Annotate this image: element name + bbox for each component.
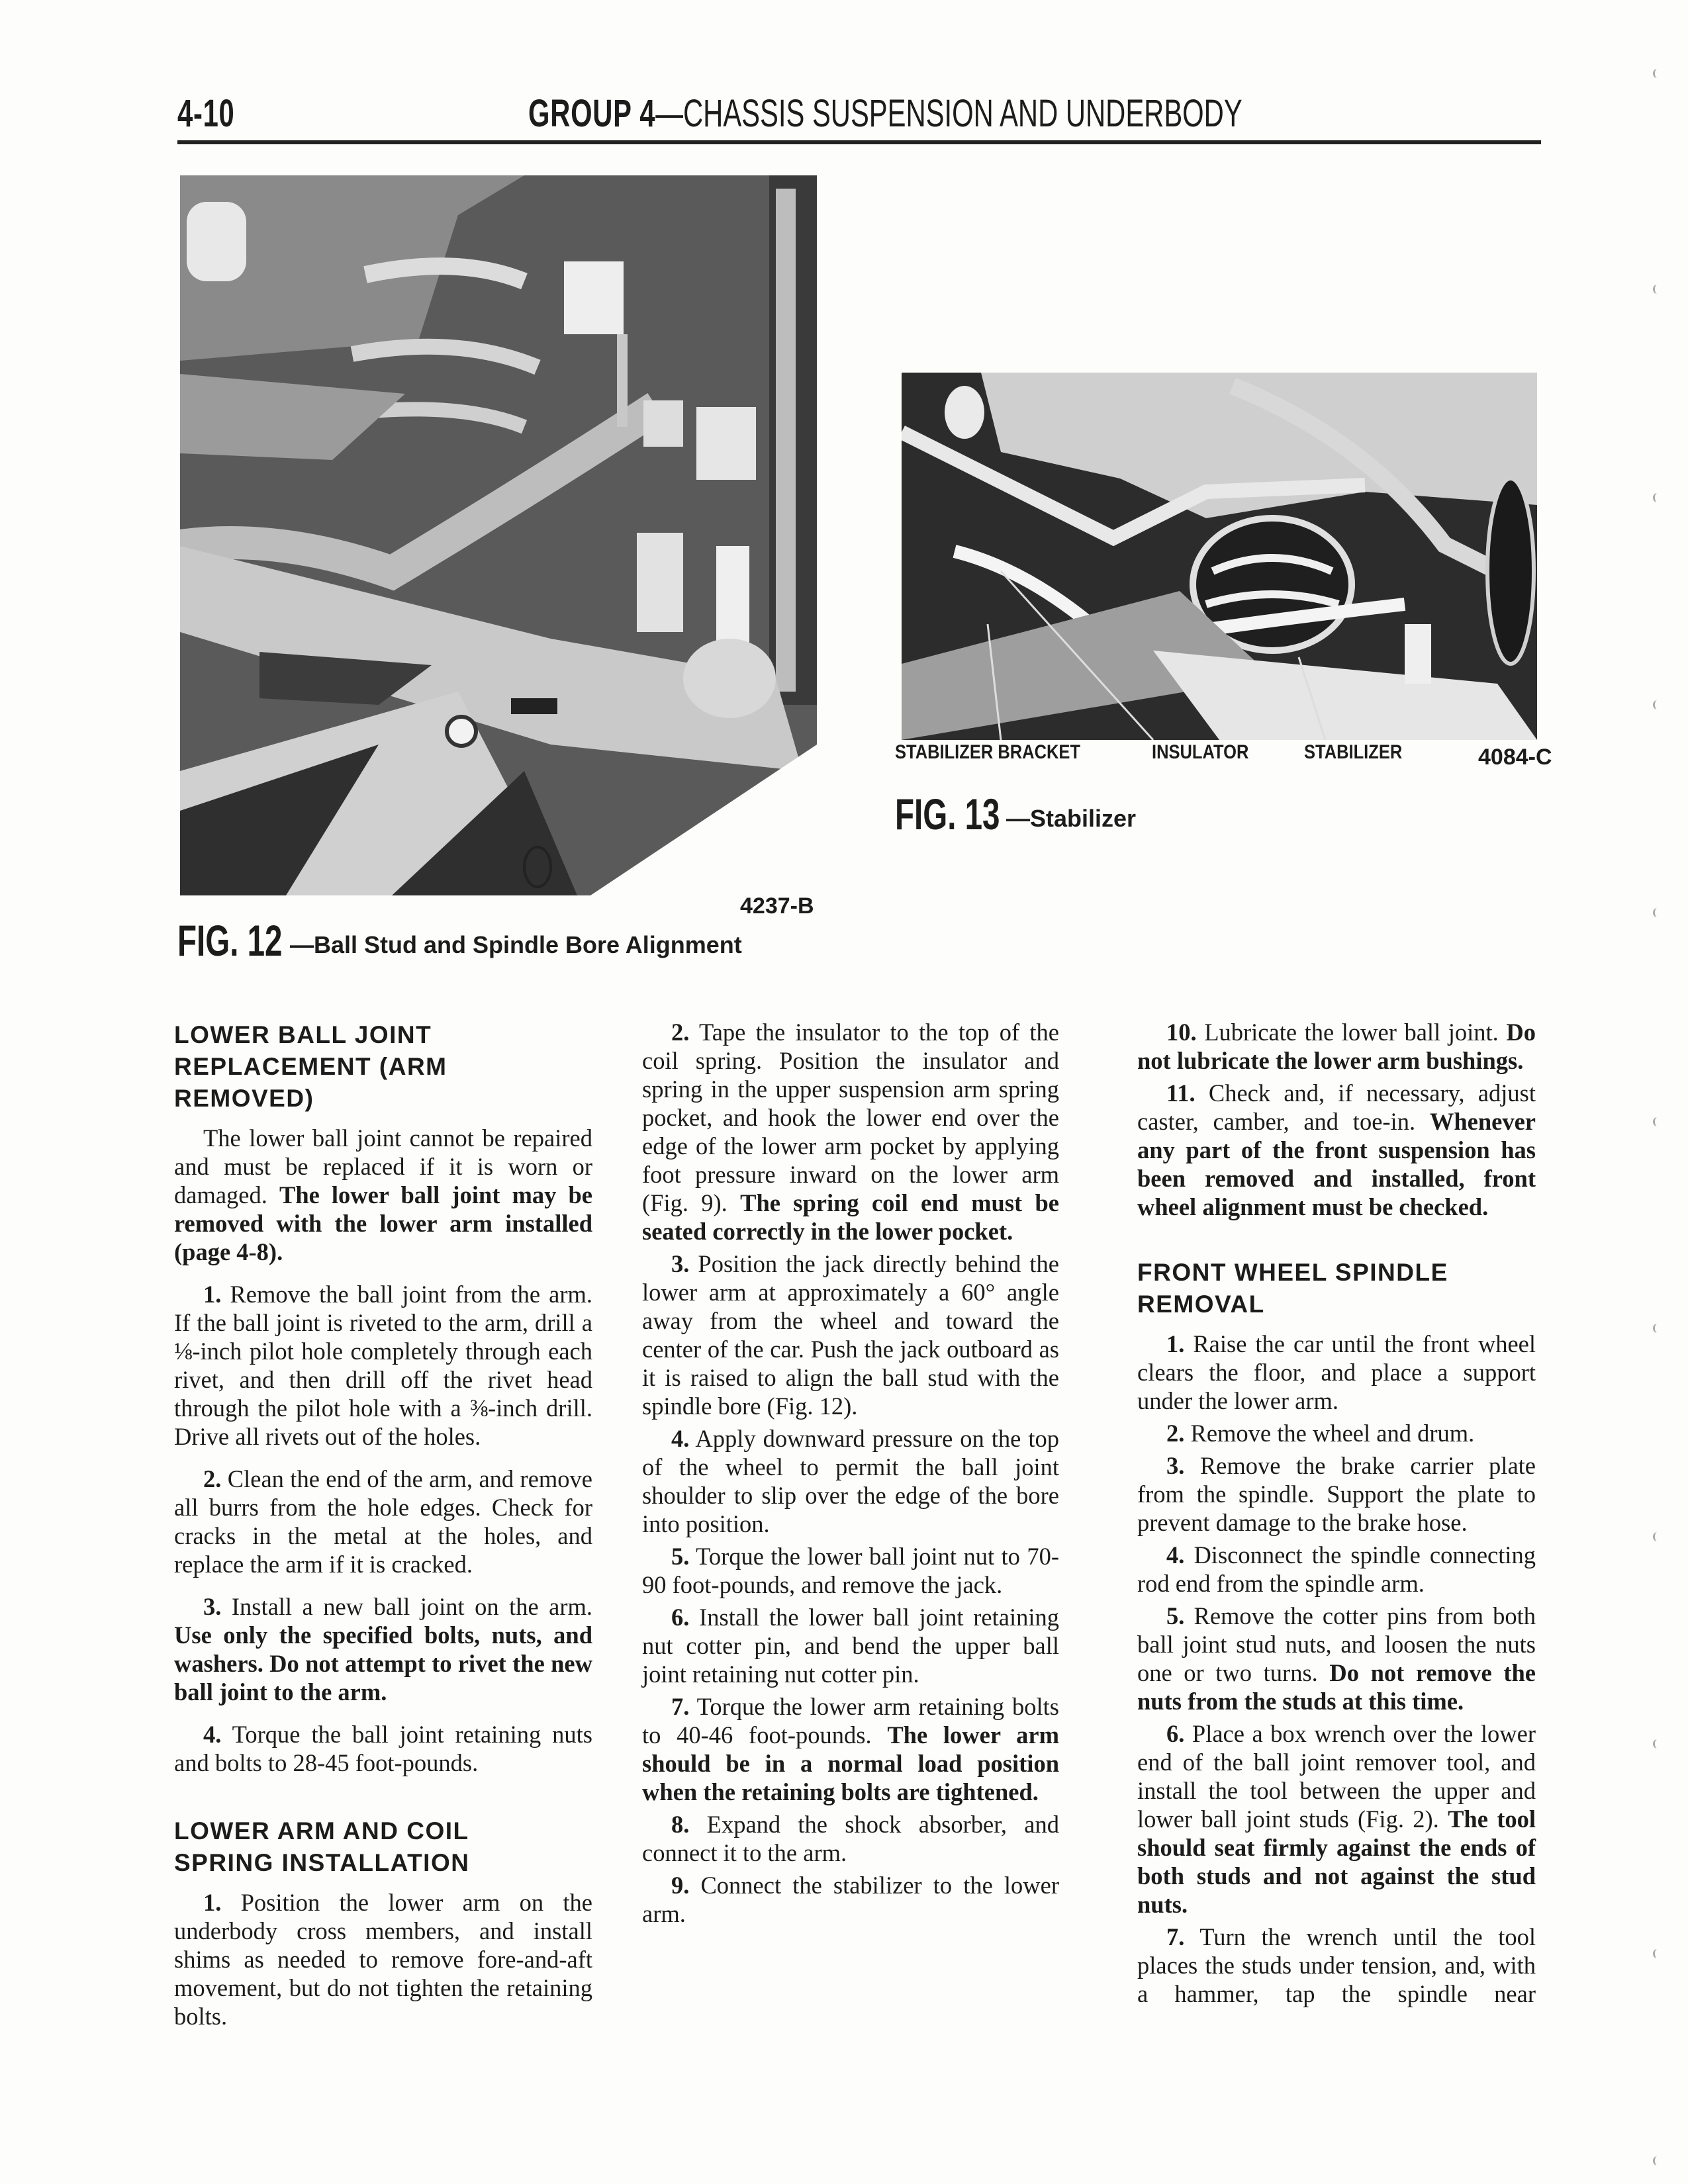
step-text: Install a new ball joint on the arm. (221, 1593, 592, 1620)
step-number: 1. (203, 1889, 222, 1916)
step-number: 4. (203, 1721, 222, 1748)
step-text: Tape the insulator to the top of the coil spring. Position the insulator and spring in the upper suspension arm spring pocket, and hook the lower end over the edge of the lower arm pocket by applying foot pressure inward on the lower arm (Fig. 9). (642, 1019, 1059, 1216)
step-paragraph (174, 1720, 592, 1777)
step-text: Lubricate the lower ball joint. (1196, 1019, 1507, 1046)
step-number: 9. (671, 1872, 690, 1899)
step-text: Remove the ball joint from the arm. If the ball joint is riveted to the arm, drill a ⅛-inch pilot hole completely through each rivet, and then drill off the rivet head through the pilot hole with a ⅜-inch drill. Drive all rivets out of the holes. (174, 1281, 592, 1450)
stabilizer-illustration (902, 373, 1537, 740)
step-paragraph (1137, 1330, 1536, 1415)
binder-mark (1653, 1739, 1662, 1749)
page-header (177, 86, 1541, 146)
step-paragraph (174, 1888, 592, 2030)
binder-mark (1653, 69, 1662, 78)
step-paragraph (1137, 1541, 1536, 1598)
fig12-number: FIG. 12 (177, 916, 283, 965)
step-number: 11. (1166, 1079, 1196, 1107)
label-stabilizer-bracket: STABILIZER BRACKET (895, 741, 1081, 763)
step-warning: Use only the specified bolts, nuts, and washers. Do not attempt to rivet the new ball joint to the arm. (174, 1621, 592, 1706)
page-number: 4-10 (177, 92, 235, 135)
step-text: Expand the shock absorber, and connect it to the arm. (642, 1811, 1059, 1866)
step-number: 4. (1166, 1541, 1185, 1569)
heading-line: LOWER ARM AND COIL (174, 1817, 469, 1844)
step-number: 6. (671, 1604, 690, 1631)
intro-paragraph (174, 1124, 592, 1266)
section-heading-spindle-removal (1137, 1257, 1536, 1320)
step-number: 3. (203, 1593, 222, 1620)
heading-line: SPRING INSTALLATION (174, 1849, 470, 1876)
label-insulator: INSULATOR (1152, 741, 1249, 763)
binder-mark (1653, 2156, 1662, 2165)
step-number: 3. (1166, 1452, 1185, 1479)
step-paragraph (642, 1424, 1059, 1538)
heading-line: REPLACEMENT (ARM REMOVED) (174, 1053, 447, 1112)
binder-mark (1653, 1324, 1662, 1333)
step-text: Apply downward pressure on the top of the wheel to permit the ball joint shoulder to slip over the edge of the bore into position. (642, 1425, 1059, 1537)
step-paragraph (642, 1542, 1059, 1599)
step-text: Torque the lower ball joint nut to 70-90 foot-pounds, and remove the jack. (642, 1543, 1059, 1598)
fig13-number: FIG. 13 (895, 790, 1000, 839)
step-text: Turn the wrench until the tool places the studs under tension, and, with a hammer, tap the spindle near (1137, 1923, 1536, 2007)
binder-mark (1653, 493, 1662, 502)
step-text: Torque the ball joint retaining nuts and bolts to 28-45 foot-pounds. (174, 1721, 592, 1776)
binder-mark (1653, 1117, 1662, 1126)
fig13-caption (895, 789, 1137, 839)
step-warning: Do not remove the nuts from the studs at this time. (1137, 1659, 1536, 1715)
step-paragraph (1137, 1451, 1536, 1537)
step-number: 7. (1166, 1923, 1185, 1950)
step-paragraph (642, 1018, 1059, 1246)
step-number: 2. (671, 1019, 690, 1046)
text-column-1 (174, 1019, 592, 2044)
fig12-caption (177, 915, 742, 966)
intro-warning: The lower ball joint may be removed with the lower arm installed (page 4-8). (174, 1181, 592, 1265)
binder-mark (1653, 1949, 1662, 1958)
step-paragraph (174, 1592, 592, 1706)
step-text: Disconnect the spindle connecting rod end from the spindle arm. (1137, 1541, 1536, 1597)
step-number: 6. (1166, 1720, 1185, 1747)
step-number: 3. (671, 1250, 690, 1277)
step-paragraph (1137, 1018, 1536, 1075)
binder-mark (1653, 285, 1662, 294)
fig13-photo (902, 373, 1537, 740)
step-number: 8. (671, 1811, 690, 1838)
group-label: GROUP 4 (528, 92, 656, 135)
step-paragraph (642, 1810, 1059, 1867)
step-text: Place a box wrench over the lower end of the ball joint remover tool, and install the tool between the upper and lower ball joint studs (Fig. 2). (1137, 1720, 1536, 1833)
step-number: 10. (1166, 1019, 1197, 1046)
intro-text: The lower ball joint cannot be repaired and must be replaced if it is worn or damaged. (174, 1124, 592, 1208)
fig13-caption-text: —Stabilizer (1006, 805, 1137, 832)
step-text: Install the lower ball joint retaining nut cotter pin, and bend the upper ball joint retaining nut cotter pin. (642, 1604, 1059, 1688)
running-title (528, 91, 1243, 136)
fig12-code: 4237-B (740, 893, 814, 919)
step-paragraph (1137, 1719, 1536, 1919)
step-paragraph (642, 1603, 1059, 1688)
text-column-3 (1137, 1018, 1536, 2012)
fig13-code: 4084-C (1478, 745, 1552, 770)
ball-stud-alignment-illustration (180, 175, 817, 895)
step-text: Remove the cotter pins from both ball joint stud nuts, and loosen the nuts one or two turns. (1137, 1602, 1536, 1686)
step-paragraph (642, 1871, 1059, 1928)
step-warning: The spring coil end must be seated correctly in the lower pocket. (642, 1189, 1060, 1245)
step-number: 5. (671, 1543, 690, 1570)
section-heading-lower-ball-joint (174, 1019, 592, 1115)
step-text: Raise the car until the front wheel clears the floor, and place a support under the lower arm. (1137, 1330, 1536, 1414)
step-paragraph (642, 1250, 1059, 1420)
step-text: Torque the lower arm retaining bolts to 40-46 foot-pounds. (642, 1693, 1059, 1749)
label-stabilizer: STABILIZER (1304, 741, 1403, 763)
step-text: Connect the stabilizer to the lower arm. (642, 1872, 1059, 1927)
step-text: Remove the wheel and drum. (1184, 1420, 1475, 1447)
step-text: Position the jack directly behind the lower arm at approximately a 60° angle away from the wheel and toward the center of the car. Push the jack outboard as it is raised to align the ball stud with the spindle bore (Fig. 12). (642, 1250, 1059, 1420)
step-warning: Whenever any part of the front suspension has been removed and installed, front wheel alignment must be checked. (1137, 1108, 1536, 1220)
step-number: 1. (203, 1281, 222, 1308)
step-paragraph (174, 1280, 592, 1451)
group-title: —CHASSIS SUSPENSION AND UNDERBODY (655, 92, 1243, 135)
step-text: Position the lower arm on the underbody cross members, and install shims as needed to remove fore-and-aft movement, but do not tighten the retaining bolts. (174, 1889, 592, 2030)
step-number: 2. (203, 1465, 222, 1492)
step-text: Remove the brake carrier plate from the spindle. Support the plate to prevent damage to the brake hose. (1137, 1452, 1536, 1536)
fig12-photo (180, 175, 817, 895)
binder-mark (1653, 700, 1662, 709)
text-column-2 (642, 1018, 1059, 1932)
step-text: Clean the end of the arm, and remove all burrs from the hole edges. Check for cracks in the metal at the holes, and replace the arm if it is cracked. (174, 1465, 592, 1578)
heading-line: REMOVAL (1137, 1291, 1265, 1318)
step-warning: The tool should seat firmly against the ends of both studs and not against the stud nuts. (1137, 1805, 1536, 1918)
section-heading-lower-arm-coil (174, 1815, 592, 1879)
step-paragraph (1137, 1602, 1536, 1715)
step-paragraph (1137, 1923, 1536, 2008)
step-paragraph (1137, 1419, 1536, 1447)
binder-mark (1653, 908, 1662, 917)
heading-line: LOWER BALL JOINT (174, 1021, 432, 1048)
step-number: 2. (1166, 1420, 1185, 1447)
step-number: 1. (1166, 1330, 1185, 1357)
step-number: 4. (671, 1425, 690, 1452)
step-paragraph (1137, 1079, 1536, 1221)
step-number: 7. (671, 1693, 690, 1720)
heading-line: FRONT WHEEL SPINDLE (1137, 1259, 1448, 1286)
step-paragraph (642, 1692, 1059, 1806)
step-warning: Do not lubricate the lower arm bushings. (1137, 1019, 1536, 1074)
binder-mark (1653, 1532, 1662, 1541)
step-warning: The lower arm should be in a normal load position when the retaining bolts are tightened. (642, 1721, 1059, 1805)
header-rule (177, 140, 1541, 144)
step-number: 5. (1166, 1602, 1185, 1629)
fig12-caption-text: —Ball Stud and Spindle Bore Alignment (290, 931, 742, 958)
step-text: Check and, if necessary, adjust caster, camber, and toe-in. (1137, 1079, 1536, 1135)
step-paragraph (174, 1465, 592, 1578)
